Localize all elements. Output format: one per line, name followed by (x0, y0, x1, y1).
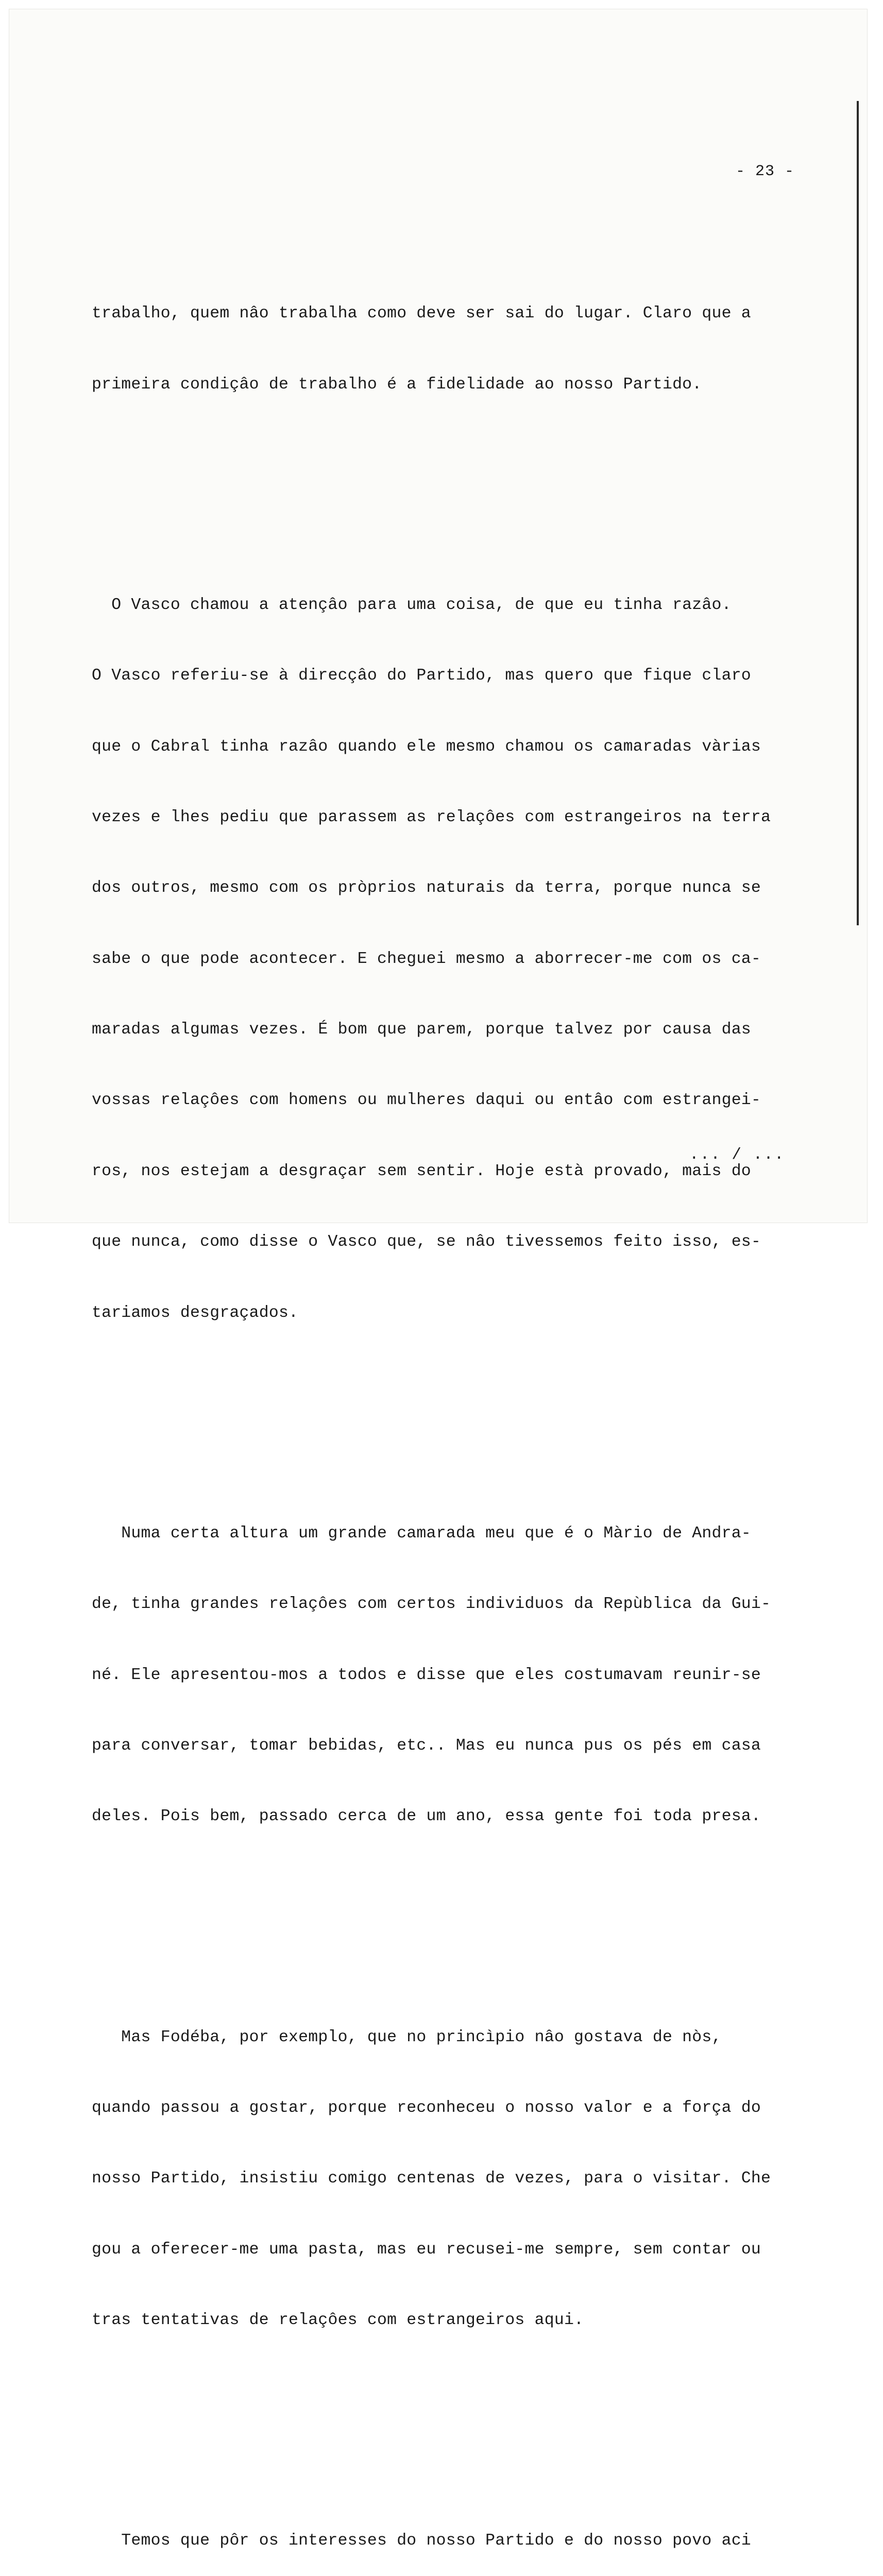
text-line: sabe o que pode acontecer. E cheguei mesmo a aborrecer-me com os ca- (92, 950, 761, 968)
text-line: para conversar, tomar bebidas, etc.. Mas eu nunca pus os pés em casa (92, 1737, 761, 1755)
text-line: que o Cabral tinha razâo quando ele mesmo chamou os camaradas vàrias (92, 737, 761, 756)
text-line: tariamos desgraçados. (92, 1303, 299, 1322)
text-line: de, tinha grandes relaçôes com certos individuos da Repùblica da Gui- (92, 1595, 771, 1614)
paragraph (92, 546, 834, 1372)
text-line: O Vasco chamou a atençâo para uma coisa, de que eu tinha razâo. (92, 596, 732, 614)
paragraph (92, 2482, 834, 2576)
text-line: dos outros, mesmo com os pròprios naturais da terra, porque nunca se (92, 879, 761, 897)
text-line: Mas Fodéba, por exemplo, que no princìpio nâo gostava de nòs, (92, 2028, 722, 2046)
continuation-mark: ... / ... (689, 1146, 785, 1164)
margin-rule (857, 101, 859, 925)
page-number: - 23 - (736, 163, 795, 180)
text-line: Numa certa altura um grande camarada meu que é o Màrio de Andra- (92, 1524, 751, 1543)
text-line: quando passou a gostar, porque reconheceu o nosso valor e a força do (92, 2098, 761, 2117)
text-line: deles. Pois bem, passado cerca de um ano, essa gente foi toda presa. (92, 1807, 761, 1826)
text-line: Temos que pôr os interesses do nosso Partido e do nosso povo aci (92, 2532, 751, 2550)
body-text (92, 208, 834, 2576)
text-line: O Vasco referiu-se à direcçâo do Partido, mas quero que fique claro (92, 667, 751, 685)
document-page (9, 9, 867, 2550)
text-line: vossas relaçôes com homens ou mulheres daqui ou entâo com estrangei- (92, 1091, 761, 1110)
paragraph (92, 1475, 834, 1876)
text-line: tras tentativas de relaçôes com estrangeiros aqui. (92, 2311, 584, 2330)
paragraph (92, 1978, 834, 2380)
text-line: ros, nos estejam a desgraçar sem sentir. Hoje està provado, mais do (92, 1162, 751, 1180)
text-line: vezes e lhes pediu que parassem as relaçôes com estrangeiros na terra (92, 808, 771, 826)
text-line: maradas algumas vezes. É bom que parem, porque talvez por causa das (92, 1021, 751, 1039)
text-line: gou a oferecer-me uma pasta, mas eu recusei-me sempre, sem contar ou (92, 2240, 761, 2259)
text-line: que nunca, como disse o Vasco que, se nâo tivessemos feito isso, es- (92, 1233, 761, 1251)
paragraph (92, 255, 834, 444)
text-line: primeira condiçâo de trabalho é a fidelidade ao nosso Partido. (92, 375, 702, 394)
text-line: trabalho, quem nâo trabalha como deve ser sai do lugar. Claro que a (92, 304, 751, 323)
text-line: nosso Partido, insistiu comigo centenas de vezes, para o visitar. Che (92, 2170, 771, 2188)
text-line: né. Ele apresentou-mos a todos e disse que eles costumavam reunir-se (92, 1666, 761, 1684)
